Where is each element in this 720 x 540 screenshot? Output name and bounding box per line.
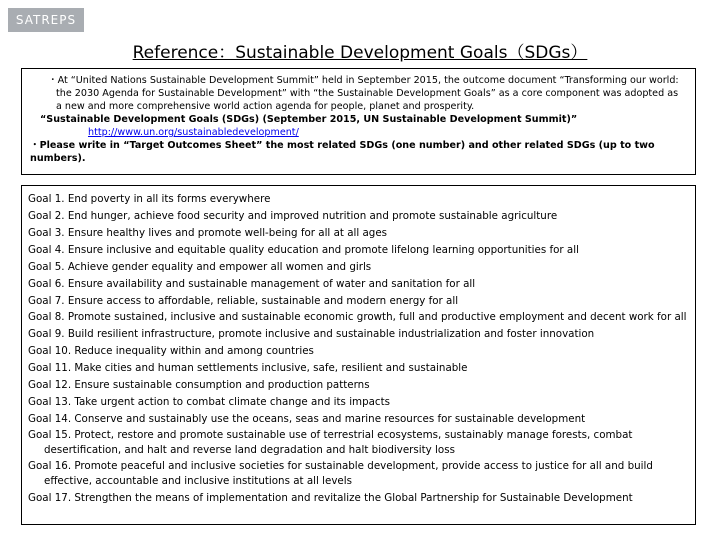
page-title: Reference：Sustainable Development Goals（SDGs） [132, 43, 588, 63]
goal-item: Goal 9. Build resilient infrastructure, promote inclusive and sustainable industrialization and foster innovation [28, 327, 595, 340]
goal-item: Goal 3. Ensure healthy lives and promote well-being for all at all ages [28, 227, 388, 239]
goal-item: Goal 6. Ensure availability and sustainable management of water and sanitation for all [28, 278, 476, 290]
sdg-link[interactable]: http://www.un.org/sustainabledevelopment/ [88, 127, 299, 138]
goal-item: Goal 13. Take urgent action to combat climate change and its impacts [28, 395, 390, 408]
goal-item: Goal 14. Conserve and sustainably use the oceans, seas and marine resources for sustainable development [28, 412, 586, 425]
goal-item: Goal 15. Protect, restore and promote sustainable use of terrestrial ecosystems, sustainably manage forests, combat desertification, and halt and reverse land degradation and halt biodiversity loss [28, 428, 633, 456]
intro-paragraph: ・At “United Nations Sustainable Development Summit” held in September 2015, the outcome document “Transforming our world: the 2030 Agenda for Sustainable Development” with “the Sustainable Development Goals” as a core component was adopted as a new and more comprehensive world action agenda for people, planet and prosperity. [48, 75, 679, 112]
goal-item: Goal 2. End hunger, achieve food security and improved nutrition and promote sustainable agriculture [28, 210, 558, 222]
goal-item: Goal 12. Ensure sustainable consumption and production patterns [28, 378, 370, 391]
goal-item: Goal 11. Make cities and human settlements inclusive, safe, resilient and sustainable [28, 361, 468, 374]
goals-list [21, 185, 696, 525]
goal-item: Goal 10. Reduce inequality within and among countries [28, 344, 314, 357]
goal-item: Goal 4. Ensure inclusive and equitable quality education and promote lifelong learning opportunities for all [28, 244, 579, 256]
goal-item: Goal 5. Achieve gender equality and empower all women and girls [28, 261, 372, 273]
intro-box [21, 68, 696, 175]
instruction-text: ・Please write in “Target Outcomes Sheet” the most related SDGs (one number) and other related SDGs (up to two numbers). [30, 140, 655, 164]
goal-item: Goal 8. Promote sustained, inclusive and sustainable economic growth, full and productive employment and decent work for all [28, 311, 687, 323]
goal-item: Goal 17. Strengthen the means of implementation and revitalize the Global Partnership for Sustainable Development [28, 491, 633, 504]
goal-item: Goal 7. Ensure access to affordable, reliable, sustainable and modern energy for all [28, 295, 459, 307]
sdg-reference: “Sustainable Development Goals (SDGs) (September 2015, UN Sustainable Development Summit)” [40, 114, 578, 125]
goal-item: Goal 16. Promote peaceful and inclusive societies for sustainable development, provide access to justice for all and build effective, accountable and inclusive institutions at all levels [28, 459, 653, 487]
goal-item: Goal 1. End poverty in all its forms everywhere [28, 193, 271, 205]
satreps-logo: SATREPS [8, 8, 84, 32]
